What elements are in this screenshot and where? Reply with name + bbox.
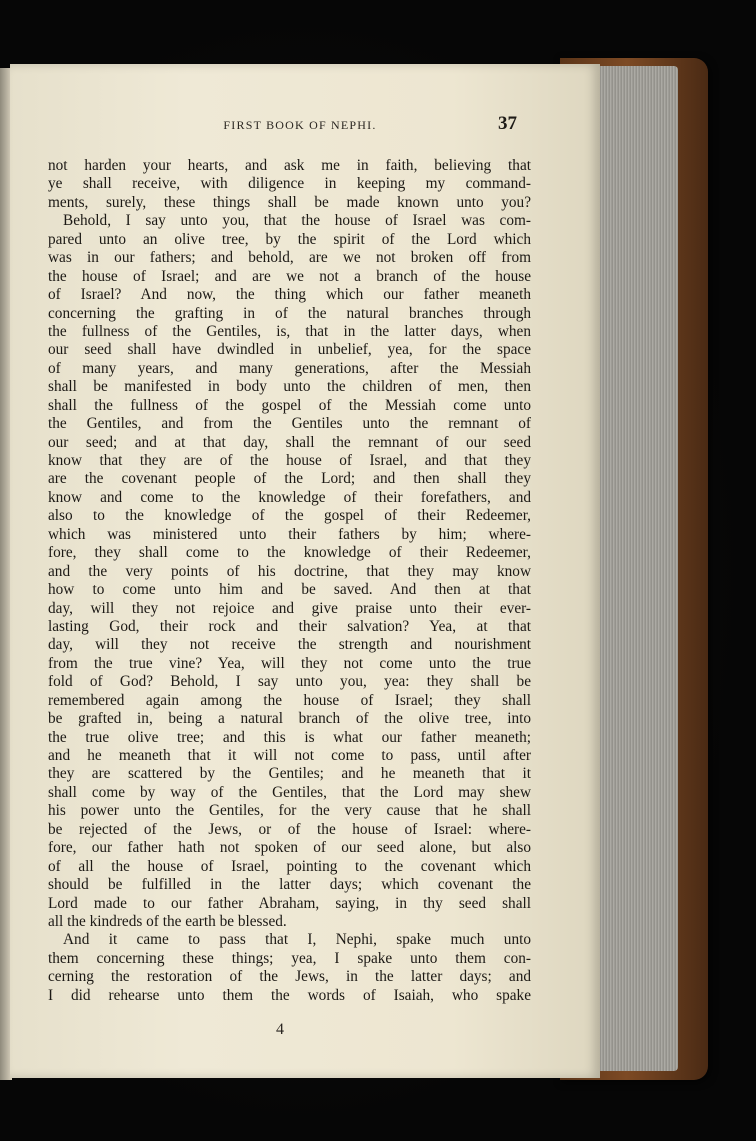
running-head: FIRST BOOK OF NEPHI.: [223, 118, 377, 132]
text-line: be grafted in, being a natural branch of the olive tree, into: [48, 710, 531, 728]
text-line: shall come by way of the Gentiles, that the Lord may shew: [48, 783, 531, 801]
text-line: concerning the grafting in of the natural branches through: [48, 304, 531, 322]
text-line: day, will they not rejoice and give praise unto their ever-: [48, 599, 531, 617]
text-line: pared unto an olive tree, by the spirit of the Lord which: [48, 230, 531, 248]
text-line: from the true vine? Yea, will they not come unto the true: [48, 654, 531, 672]
text-line: and he meaneth that it will not come to pass, until after: [48, 747, 531, 764]
text-line: all the kindreds of the earth be blessed.: [48, 912, 287, 930]
text-line: and the very points of his doctrine, that they may know: [48, 562, 531, 580]
text-line: the fullness of the Gentiles, is, that in the latter days, when: [48, 322, 531, 340]
text-line: of Israel? And now, the thing which our father meaneth: [48, 286, 531, 304]
text-line: I did rehearse unto them the words of Isaiah, who spake: [48, 986, 531, 1004]
text-line: fold of God? Behold, I say unto you, yea: they shall be: [48, 673, 531, 691]
text-line: Behold, I say unto you, that the house of Israel was com-: [63, 212, 531, 230]
text-line: our seed; and at that day, shall the remnant of our seed: [48, 433, 531, 451]
text-line: fore, our father hath not spoken of our seed alone, but also: [48, 839, 531, 857]
text-line: should be fulfilled in the latter days; which covenant the: [48, 876, 531, 894]
page-number: 37: [498, 113, 517, 134]
text-line: the Gentiles, and from the Gentiles unto the remnant of: [48, 415, 531, 433]
text-line: are the covenant people of the Lord; and then shall they: [48, 470, 531, 488]
text-line: day, will they not receive the strength and nourishment: [48, 636, 531, 654]
text-line: shall the fullness of the gospel of the Messiah come unto: [48, 396, 531, 414]
text-line: which was ministered unto their fathers by him; where-: [48, 525, 531, 543]
text-line: also to the knowledge of the gospel of their Redeemer,: [48, 507, 531, 525]
text-line: fore, they shall come to the knowledge of their Redeemer,: [48, 544, 531, 562]
body-text: [48, 157, 531, 1005]
signature-mark: 4: [276, 1021, 284, 1038]
text-line: And it came to pass that I, Nephi, spake much unto: [63, 931, 531, 949]
text-line: shall be manifested in body unto the children of men, then: [48, 378, 531, 396]
text-line: ye shall receive, with diligence in keeping my command-: [48, 175, 531, 193]
text-line: the true olive tree; and this is what our father meaneth;: [48, 728, 531, 746]
text-line: they are scattered by the Gentiles; and he meaneth that it: [48, 765, 531, 783]
text-line: of many years, and many generations, after the Messiah: [48, 359, 531, 377]
book-page: [10, 64, 600, 1078]
text-line: our seed shall have dwindled in unbelief, yea, for the space: [48, 341, 531, 359]
text-line: know and come to the knowledge of their forefathers, and: [48, 488, 531, 506]
text-line: how to come unto him and be saved. And then at that: [48, 581, 531, 599]
text-line: of all the house of Israel, pointing to the covenant which: [48, 857, 531, 875]
text-line: not harden your hearts, and ask me in faith, believing that: [48, 157, 531, 174]
text-line: them concerning these things; yea, I spake unto them con-: [48, 949, 531, 967]
text-line: remembered again among the house of Israel; they shall: [48, 691, 531, 709]
text-line: cerning the restoration of the Jews, in the latter days; and: [48, 968, 531, 986]
text-line: the house of Israel; and are we not a branch of the house: [48, 267, 531, 285]
page-header: [10, 113, 570, 140]
text-line: lasting God, their rock and their salvation? Yea, at that: [48, 617, 531, 635]
text-line: know that they are of the house of Israel, and that they: [48, 452, 531, 469]
text-line: was in our fathers; and behold, are we not broken off from: [48, 249, 531, 267]
text-line: Lord made to our father Abraham, saying, in thy seed shall: [48, 894, 531, 912]
text-line: be rejected of the Jews, or of the house of Israel: where-: [48, 820, 531, 838]
text-line: ments, surely, these things shall be made known unto you?: [48, 193, 531, 211]
text-line: his power unto the Gentiles, for the very cause that he shall: [48, 802, 531, 820]
